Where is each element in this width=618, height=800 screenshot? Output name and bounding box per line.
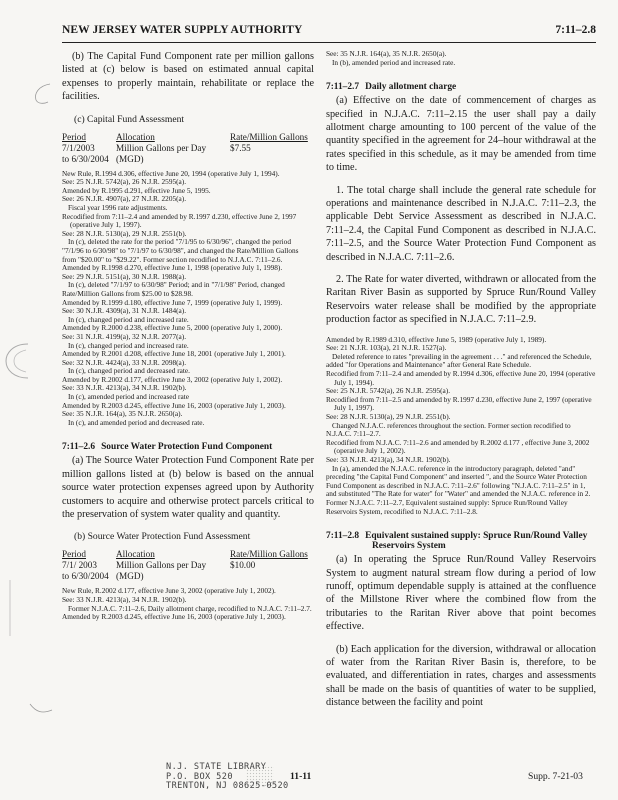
allocation-unit: (MGD): [116, 571, 144, 582]
page-number: 11-11: [290, 771, 312, 782]
col-header-rate: Rate/Million Gallons: [230, 131, 308, 142]
rate-value: $7.55: [230, 142, 251, 153]
history-note: Fiscal year 1996 rate adjustments.: [68, 203, 168, 212]
section-heading-2-8: [326, 531, 596, 551]
section-title: Daily allotment charge: [365, 82, 457, 93]
col-header-allocation: Allocation: [116, 549, 155, 560]
history-note: Amended by R.1995 d.291, effective June 5, 1995.: [62, 185, 211, 195]
col-header-allocation: Allocation: [116, 131, 155, 142]
paragraph-b: (b) The Capital Fund Component rate per million gallons listed at (c) below is based on estimated annual capital expenses to properly maintain, rehabilitate or replace the facilities.: [62, 51, 314, 103]
stamp-line: P.O. BOX 520: [166, 771, 233, 782]
history-notes-2-6-cont: [326, 50, 596, 67]
history-note: Recodified from 7:11–2.5 and amended by R.1997 d.230, effective June 2, 1997 (operative July 1, 1997).: [326, 394, 592, 413]
section-number: 7:11–2.8: [326, 531, 360, 542]
history-note: See: 32 N.J.R. 4424(a), 33 N.J.R. 2098(a).: [62, 357, 187, 367]
history-note: In (c), changed period and increased rate.: [68, 340, 189, 350]
section-heading-2-7: [326, 82, 596, 92]
section-number: 7:11–2.6: [62, 442, 96, 453]
history-note: Recodified from 7:11–2.4 and amended by R.1994 d.306, effective June 20, 1994 (operative July 1, 1994).: [326, 369, 596, 387]
punch-hole-icon: [2, 340, 32, 382]
paragraph-a: (a) Effective on the date of commencement of charges as specified in N.J.A.C. 7:11–2.15 the user shall pay a daily allotment charge amounting to 100 percent of the value of the quantity specified in the agreement for 24–hour withdrawal at the rates specified in this schedule, as it may be amended from time to time.: [326, 95, 596, 174]
history-note: Amended by R.2000 d.238, effective June 5, 2000 (operative July 1, 2000).: [62, 323, 283, 333]
allocation-value: Million Gallons per Day: [116, 142, 207, 153]
section-title: Equivalent sustained supply: Spruce Run/Round Valley Reservoirs System: [365, 531, 588, 552]
history-note: In (c), changed period and decreased rate.: [68, 366, 190, 376]
col-header-period: Period: [62, 549, 86, 560]
history-note: Recodified from N.J.A.C. 7:11–2.6 and amended by R.2002 d.177 , effective June 3, 2002 (operative July 1, 2002).: [326, 437, 590, 456]
col-header-period: Period: [62, 131, 86, 142]
paragraph-a: (a) In operating the Spruce Run/Round Valley Reservoirs System to augment natural stream flow during a period of low runoff, optimum dependable supply is attained at the confluence of the Millstone River where the combined flow from the tributaries to the Raritan River above that point becomes effective.: [326, 554, 596, 633]
paragraph-1: 1. The total charge shall include the general rate schedule for operations and maintenance described in N.J.A.C. 7:11–2.3, the applicable Debt Service Assessment as described in N.J.A.C. 7:11–2.4, the Capital Fund Component as described in N.J.A.C. 7:11–2.5, and the Source Water Protection Fund Component as described in N.J.A.C. 7:11–2.6.: [326, 184, 596, 263]
paragraph-a: (a) The Source Water Protection Fund Component Rate per million gallons listed at (b) below is based on the annual source water protection expenses agreed upon by Authority customers to acquire and otherwise protect parcels critical to the preservation of system water quality and quantity.: [62, 455, 314, 521]
source-water-fund-schedule: [62, 549, 314, 582]
section-number: 7:11–2.7: [326, 82, 360, 93]
header-code: 7:11–2.8: [555, 24, 596, 36]
stamp-line: TRENTON, NJ 08625-0520: [166, 781, 289, 791]
history-note: See: 25 N.J.R. 5742(a), 26 N.J.R. 2595(a).: [326, 386, 451, 396]
allocation-value: Million Gallons per Day: [116, 560, 207, 571]
history-note: Amended by R.2003 d.245, effective June 16, 2003 (operative July 1, 2003).: [62, 400, 286, 410]
stamp-dots: [246, 766, 274, 786]
section-title: Source Water Protection Fund Component: [101, 442, 273, 453]
history-note: New Rule, R.1994 d.306, effective June 20, 1994 (operative July 1, 1994).: [62, 168, 280, 178]
period-value: 7/1/2003: [62, 142, 95, 153]
history-note: Amended by R.2001 d.208, effective June 18, 2001 (operative July 1, 2001).: [62, 349, 286, 359]
history-note: See: 26 N.J.R. 4907(a), 27 N.J.R. 2205(a).: [62, 194, 187, 204]
rate-value: $10.00: [230, 560, 256, 571]
section-heading-2-6: [62, 442, 314, 452]
history-note: Deleted reference to rates "prevailing in the agreement . . ." and referenced the Schedule, added "for Operations and Maintenance" after General Rate Schedule.: [326, 351, 592, 370]
history-note: See: 29 N.J.R. 5151(a), 30 N.J.R. 1988(a).: [62, 271, 187, 281]
history-note: See: 25 N.J.R. 5742(a), 26 N.J.R. 2595(a).: [62, 177, 187, 187]
right-column: [326, 50, 596, 710]
history-note: See: 33 N.J.R. 4213(a), 34 N.J.R. 1902(b).: [62, 383, 187, 393]
paragraph-b: (b) Each application for the diversion, withdrawal or allocation of water from the Raritan River Basin is, therefore, to be evaluated, and differentiation in rates, charges and assessments shall be made on the basis of quantities of water to be supplied, distance between the facility and point: [326, 643, 596, 709]
history-note: Recodified from 7:11–2.4 and amended by R.1997 d.230, effective June 2, 1997 (operative July 1, 1997).: [62, 211, 297, 230]
paragraph-2: 2. The Rate for water diverted, withdrawn or allocated from the Raritan River Basin as supported by Spruce Run/Round Valley Reservoirs water release shall be modified by the appropriate production factor as specified in N.J.A.C. 7:11–2.9.: [326, 274, 596, 326]
history-note: See: 31 N.J.R. 4199(a), 32 N.J.R. 2077(a).: [62, 331, 187, 341]
history-note: In (c), deleted the rate for the period "7/1/95 to 6/30/96", changed the period "7/1/96 to 6/30/98" to "7/1/97 to 6/30/98", and changed the Rate/Million Gallons from "$20.00" to "$29.22". Former section recodified to N.J.A.C. 7:11–2.6.: [62, 237, 299, 264]
history-note: In (c), and amended period and decreased rate.: [68, 417, 205, 427]
history-note: See: 33 N.J.R. 4213(a), 34 N.J.R. 1902(b).: [62, 595, 187, 605]
margin-scribble-icon: [28, 700, 54, 718]
history-note: See: 21 N.J.R. 103(a), 21 N.J.R. 1527(a).: [326, 343, 447, 353]
history-note: New Rule, R.2002 d.177, effective June 3, 2002 (operative July 1, 2002).: [62, 586, 276, 596]
history-note: In (b), amended period and increased rate.: [332, 57, 456, 67]
period-value: 7/1/ 2003: [62, 560, 97, 571]
history-note: Amended by R.1998 d.270, effective June 1, 1998 (operative July 1, 1998).: [62, 263, 283, 273]
history-note: See: 35 N.J.R. 164(a), 35 N.J.R. 2650(a).: [326, 49, 447, 58]
margin-scribble-icon: [30, 80, 54, 106]
history-note: See: 33 N.J.R. 4213(a), 34 N.J.R. 1902(b).: [326, 455, 451, 464]
period-value-end: to 6/30/2004: [62, 153, 109, 164]
history-note: See: 28 N.J.R. 5130(a), 29 N.J.R. 2551(b).: [62, 228, 187, 238]
period-value-end: to 6/30/2004: [62, 571, 109, 582]
history-note: See: 30 N.J.R. 4309(a), 31 N.J.R. 1484(a).: [62, 306, 187, 316]
history-note: See: 35 N.J.R. 164(a), 35 N.J.R. 2650(a).: [62, 409, 183, 419]
history-note: In (c), changed period and increased rate.: [68, 314, 189, 324]
history-note: See: 28 N.J.R. 5130(a), 29 N.J.R. 2551(b).: [326, 412, 451, 422]
left-column: [62, 50, 314, 622]
page-footer: [0, 760, 618, 800]
history-note: Amended by R.2003 d.245, effective June 16, 2003 (operative July 1, 2003).: [62, 612, 286, 622]
header-title: NEW JERSEY WATER SUPPLY AUTHORITY: [62, 24, 303, 36]
history-note: Amended by R.1999 d.180, effective June 7, 1999 (operative July 1, 1999).: [62, 297, 283, 307]
history-note: Changed N.J.A.C. references throughout the section. Former section recodified to N.J.A.C. 7:11–2.7.: [326, 420, 571, 439]
margin-tick-icon: [4, 578, 16, 638]
history-note: In (a), amended the N.J.A.C. reference in the introductory paragraph, deleted "and" preceding "the Capital Fund Component" and inserted ", and the Source Water Protection Fund Component as described in N.J.A.C. 7:11–2.6" following "N.J.A.C. 7:11–2.5" in 1, and substituted "The Rate for water" for "Water" and amended the N.J.A.C. reference in 2. Former N.J.A.C. 7:11–2.7, Equivalent sustained supply: Spruce Run/Round Valley Reservoirs System, recodified to N.J.A.C. 7:11–2.8.: [326, 463, 591, 516]
supplement-date: Supp. 7-21-03: [528, 771, 583, 782]
history-notes-2-7: [326, 336, 596, 516]
history-note: Former N.J.A.C. 7:11–2.6, Daily allotment charge, recodified to N.J.A.C. 7:11–2.7.: [68, 603, 312, 613]
capital-fund-schedule: [62, 132, 314, 165]
history-notes-2-6: [62, 587, 314, 621]
history-note: Amended by R.1989 d.310, effective June 5, 1989 (operative July 1, 1989).: [326, 334, 547, 344]
source-water-fund-label: (b) Source Water Protection Fund Assessment: [74, 531, 251, 543]
history-note: In (c), deleted "7/1/97 to 6/30/98" Period; and in "7/1/98" Period, changed Rate/Million Gallons from $25.00 to $28.98.: [62, 280, 285, 298]
stamp-line: N.J. STATE LIBRARY: [166, 762, 267, 772]
history-notes-2-5: [62, 170, 314, 428]
capital-fund-label: (c) Capital Fund Assessment: [74, 113, 185, 125]
history-note: Amended by R.2002 d.177, effective June 3, 2002 (operative July 1, 2002).: [62, 374, 283, 384]
history-note: In (c), amended period and increased rate: [68, 392, 189, 402]
col-header-rate: Rate/Million Gallons: [230, 549, 308, 560]
running-header: [62, 24, 596, 43]
allocation-unit: (MGD): [116, 153, 144, 164]
